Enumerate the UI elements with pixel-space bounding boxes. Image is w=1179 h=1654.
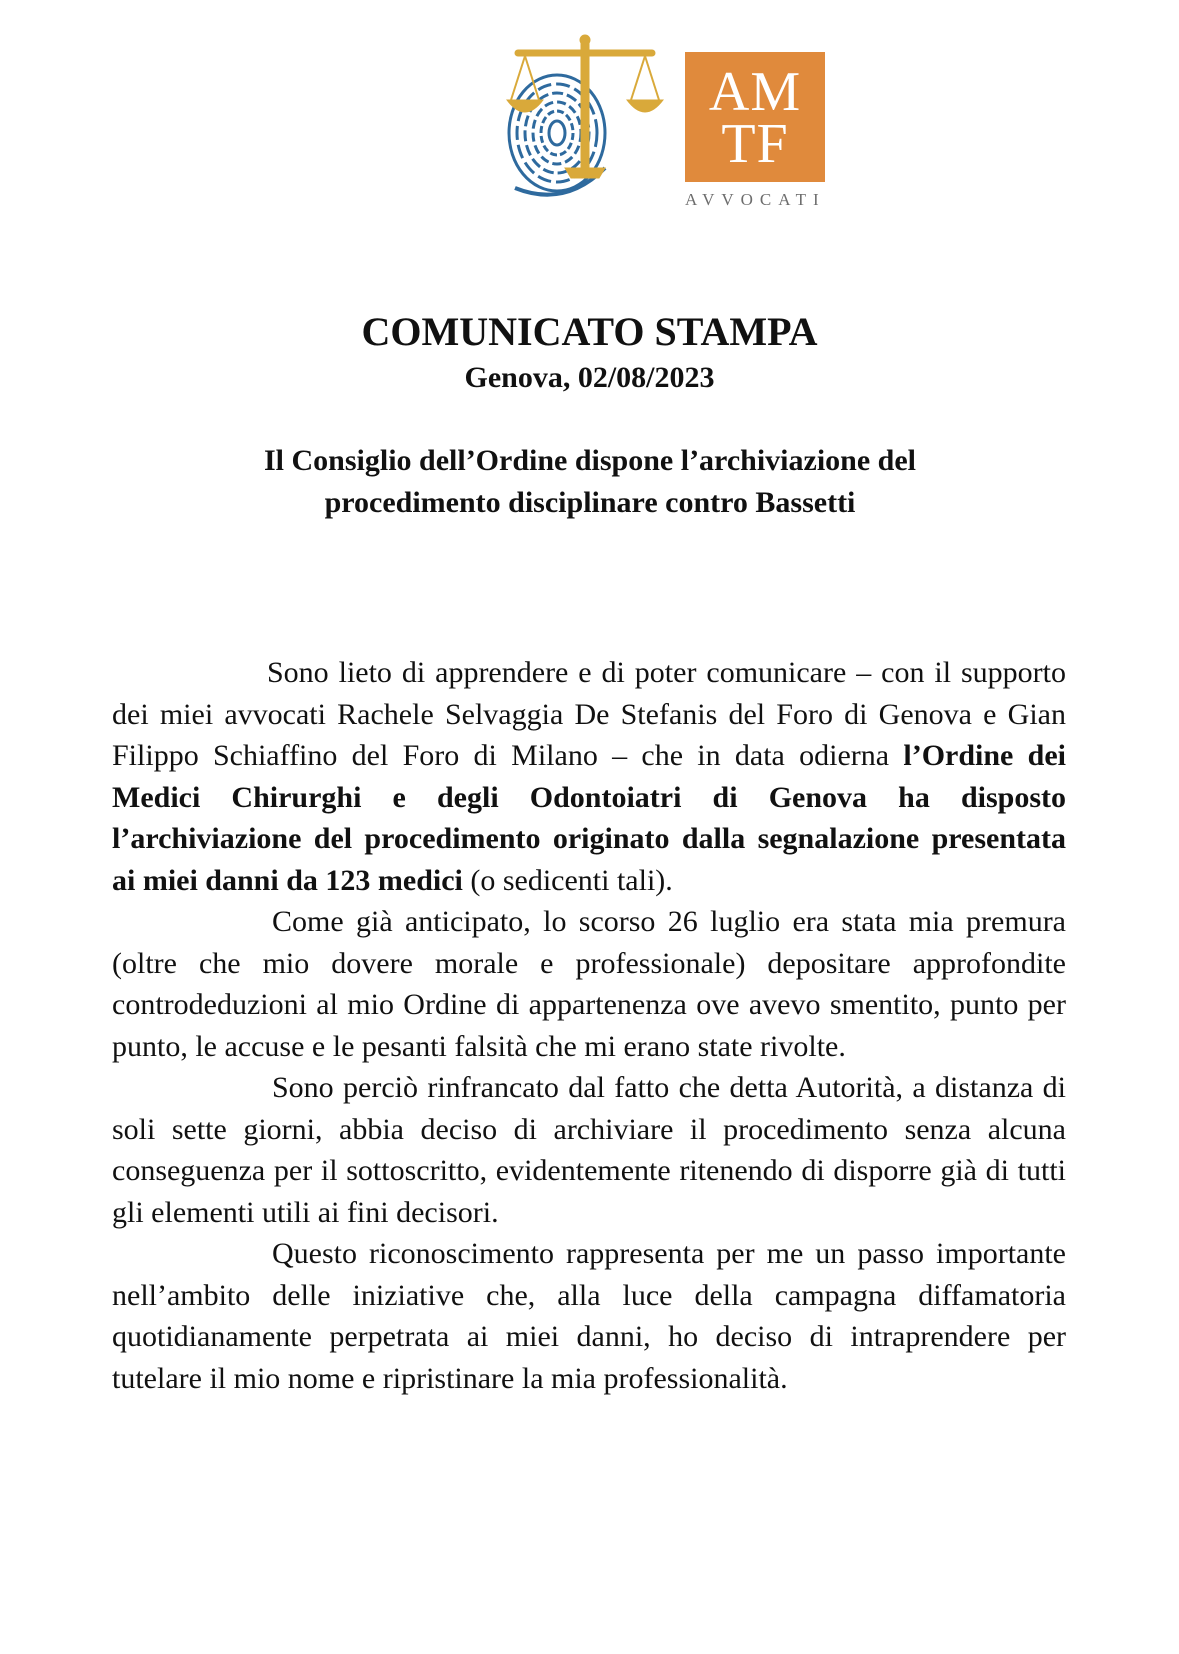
page-title: COMUNICATO STAMPA xyxy=(361,309,818,354)
paragraph-1-intro: Sono lieto di apprendere e di poter comunicare – con il supporto dei miei avvocati Rachele Selvaggia De Stefanis del Foro di Genova e Gian Filippo Schiaffino del Foro di Milano – che in data odierna xyxy=(112,656,1066,772)
paragraph-1-outro: (o sedicenti tali). xyxy=(462,863,673,897)
amtf-logo xyxy=(685,52,825,182)
subject-line-1: Il Consiglio dell’Ordine dispone l’archiviazione del xyxy=(263,444,916,477)
firm-subtitle: AVVOCATI xyxy=(685,190,826,209)
letterhead xyxy=(495,28,835,218)
amtf-logo-line2: TF xyxy=(721,113,789,175)
paragraph-3: Sono perciò rinfrancato dal fatto che detta Autorità, a distanza di soli sette giorni, abbia deciso di archiviare il procedimento senza alcuna conseguenza per il sottoscritto, evidentemente ritenendo di disporre già di tutti gli elementi utili ai fini decisori. xyxy=(112,1071,1066,1229)
amtf-logo-line1: AM xyxy=(708,61,802,123)
paragraph-1-bold: l’Ordine dei Medici Chirurghi e degli Odontoiatri di Genova ha disposto l’archiviazione del procedimento originato dalla segnalazione presentata ai miei danni da 123 medici xyxy=(112,739,1066,897)
press-release-subject xyxy=(150,440,1030,524)
press-release-body xyxy=(112,652,1066,1399)
scales-fingerprint-icon xyxy=(495,28,675,208)
paragraph-4: Questo riconoscimento rappresenta per me un passo importante nell’ambito delle iniziative che, alla luce della campagna diffamatoria quotidianamente perpetrata ai miei danni, ho deciso di intraprendere per tutelare il mio nome e ripristinare la mia professionalità. xyxy=(112,1237,1066,1395)
paragraph-1 xyxy=(112,652,1066,901)
subject-line-2: procedimento disciplinare contro Bassetti xyxy=(324,486,856,519)
press-release-date: Genova, 02/08/2023 xyxy=(464,361,715,394)
paragraph-2: Come già anticipato, lo scorso 26 luglio era stata mia premura (oltre che mio dovere morale e professionale) depositare approfondite controdeduzioni al mio Ordine di appartenenza ove avevo smentito, punto per punto, le accuse e le pesanti falsità che mi erano state rivolte. xyxy=(112,905,1066,1063)
